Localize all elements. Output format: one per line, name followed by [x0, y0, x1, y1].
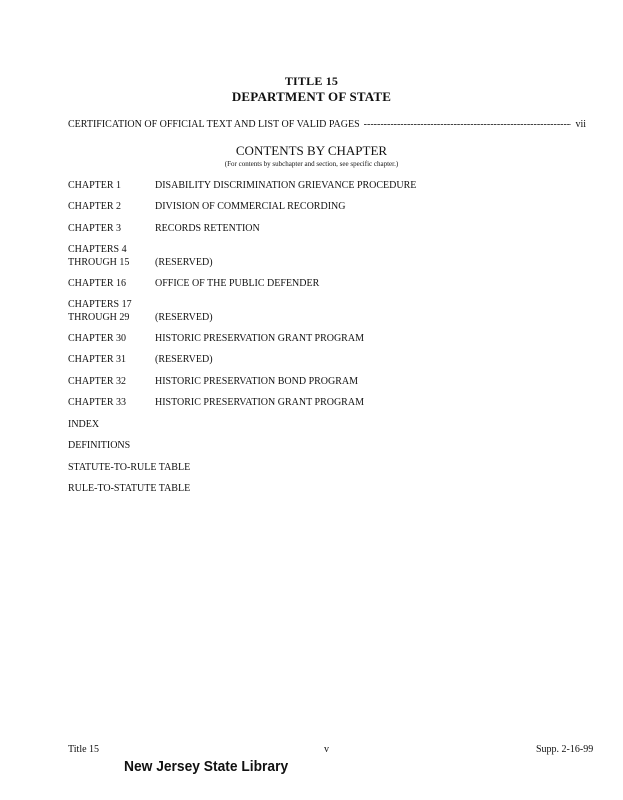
- certification-page: vii: [575, 119, 586, 130]
- toc-description: OFFICE OF THE PUBLIC DEFENDER: [155, 278, 320, 289]
- toc-chapter: CHAPTER 16: [68, 278, 127, 289]
- toc-chapter: DEFINITIONS: [68, 440, 131, 451]
- toc-chapter: CHAPTER 32: [68, 376, 127, 387]
- leader-dots: [364, 119, 572, 130]
- title-department: DEPARTMENT OF STATE: [231, 89, 392, 104]
- library-stamp: New Jersey State Library: [124, 758, 289, 775]
- toc-chapter: CHAPTER 1: [68, 180, 122, 191]
- toc-chapter: RULE-TO-STATUTE TABLE: [68, 483, 191, 494]
- toc-chapter: CHAPTERS 4: [68, 244, 127, 255]
- footer-title: Title 15: [68, 744, 100, 755]
- toc-description: (RESERVED): [155, 257, 213, 268]
- toc-description: HISTORIC PRESERVATION GRANT PROGRAM: [155, 397, 364, 408]
- certification-line: [68, 119, 586, 130]
- toc-description: RECORDS RETENTION: [155, 223, 260, 234]
- contents-note: (For contents by subchapter and section, see specific chapter.): [224, 160, 399, 168]
- toc-chapter: CHAPTER 31: [68, 354, 127, 365]
- toc-description: HISTORIC PRESERVATION GRANT PROGRAM: [155, 333, 364, 344]
- toc-chapter: CHAPTER 30: [68, 333, 127, 344]
- toc-chapter-range: THROUGH 29: [68, 312, 130, 323]
- page-number: v: [324, 744, 329, 755]
- toc-chapter: INDEX: [68, 419, 100, 430]
- supplement-date: Supp. 2-16-99: [536, 744, 594, 755]
- toc-chapter: CHAPTER 3: [68, 223, 122, 234]
- toc-chapter: STATUTE-TO-RULE TABLE: [68, 462, 191, 473]
- toc-description: HISTORIC PRESERVATION BOND PROGRAM: [155, 376, 359, 387]
- toc-chapter-range: THROUGH 15: [68, 257, 130, 268]
- toc-description: (RESERVED): [155, 312, 213, 323]
- title-number: TITLE 15: [284, 74, 339, 88]
- contents-heading: CONTENTS BY CHAPTER: [235, 143, 388, 158]
- toc-description: (RESERVED): [155, 354, 213, 365]
- toc-chapter: CHAPTER 33: [68, 397, 127, 408]
- toc-description: DISABILITY DISCRIMINATION GRIEVANCE PROCEDURE: [155, 180, 417, 191]
- toc-chapter: CHAPTERS 17: [68, 299, 132, 310]
- certification-text: CERTIFICATION OF OFFICIAL TEXT AND LIST OF VALID PAGES: [68, 119, 360, 130]
- toc-description: DIVISION OF COMMERCIAL RECORDING: [155, 201, 346, 212]
- toc-chapter: CHAPTER 2: [68, 201, 122, 212]
